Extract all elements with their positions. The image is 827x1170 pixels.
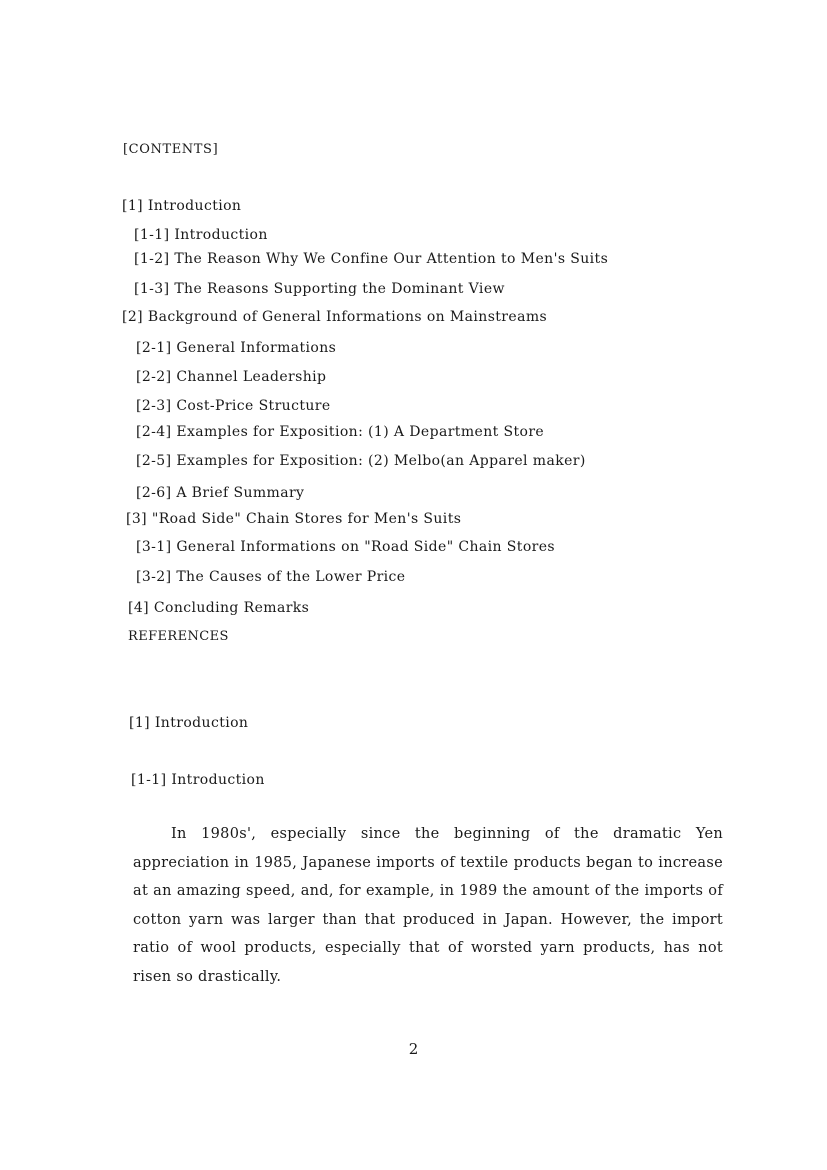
toc-entry: [1-2] The Reason Why We Confine Our Attention to Men's Suits xyxy=(134,251,609,267)
toc-entry: [2-4] Examples for Exposition: (1) A Department Store xyxy=(136,424,545,440)
subsection-heading: [1-1] Introduction xyxy=(131,772,265,788)
toc-entry: [3-1] General Informations on "Road Side" Chain Stores xyxy=(136,539,556,555)
toc-entry: [2-2] Channel Leadership xyxy=(136,369,327,385)
page-number: 2 xyxy=(408,1040,419,1058)
toc-entry: [1-1] Introduction xyxy=(134,227,268,243)
toc-entry: [2-3] Cost-Price Structure xyxy=(136,398,331,414)
toc-entry: [1-3] The Reasons Supporting the Dominant View xyxy=(134,281,505,297)
paragraph-text: In 1980s', especially since the beginning of the dramatic Yen appreciation in 1985, Japanese imports of textile products began to increase at an amazing speed, and, for example, in 1989 the amount of the imports of cotton yarn was larger than that produced in Japan. However, the import ratio of wool products, especially that of worsted yarn products, has not risen so drastically. xyxy=(133,826,723,985)
toc-entry: [2-1] General Informations xyxy=(136,340,337,356)
toc-entry: [2-6] A Brief Summary xyxy=(136,485,305,501)
section-heading: [1] Introduction xyxy=(129,715,249,731)
toc-entry: [4] Concluding Remarks xyxy=(128,600,310,616)
contents-heading: [CONTENTS] xyxy=(123,142,219,157)
toc-entry: REFERENCES xyxy=(128,629,229,644)
toc-entry: [2] Background of General Informations on Mainstreams xyxy=(122,309,548,325)
toc-entry: [3] "Road Side" Chain Stores for Men's Suits xyxy=(126,511,462,527)
toc-entry: [1] Introduction xyxy=(122,198,242,214)
toc-entry: [2-5] Examples for Exposition: (2) Melbo(an Apparel maker) xyxy=(136,453,586,469)
toc-entry: [3-2] The Causes of the Lower Price xyxy=(136,569,406,585)
body-paragraph xyxy=(133,820,723,992)
